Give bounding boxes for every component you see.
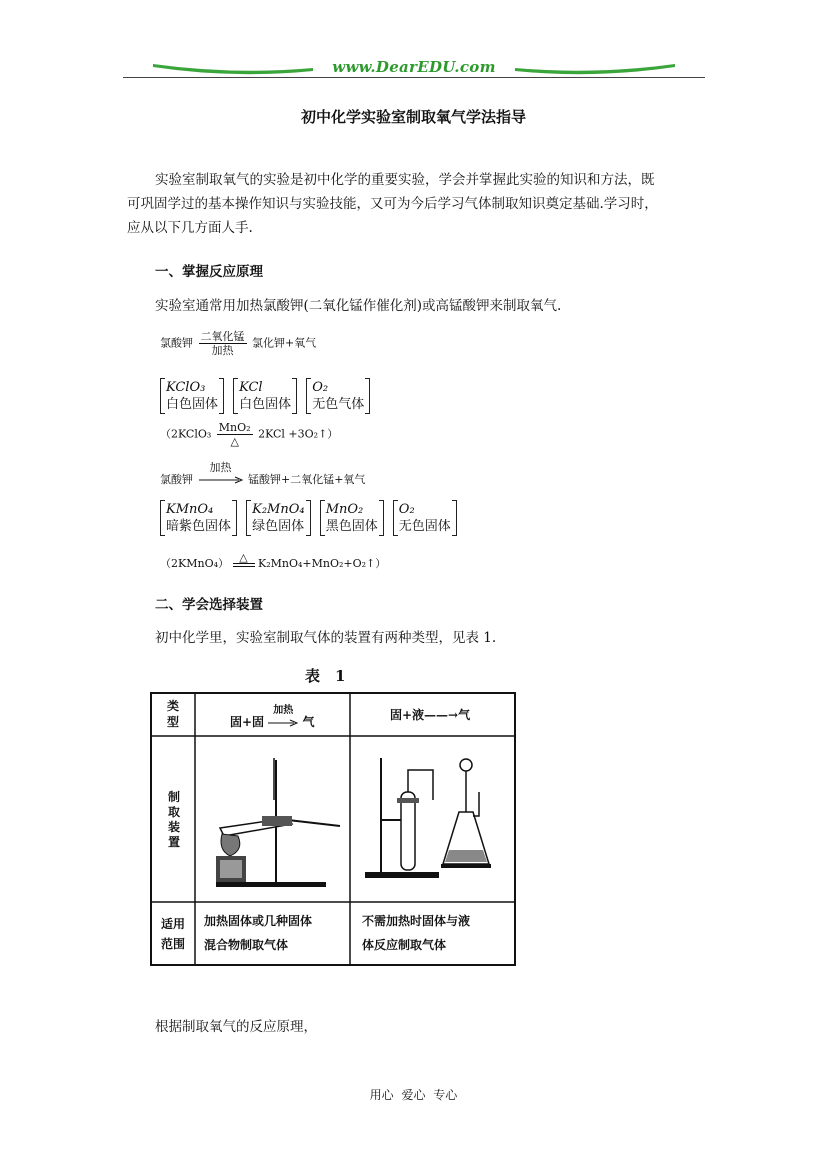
reactant: 氯酸钾 (160, 473, 193, 486)
scope-text: 加热固体或几种固体 (204, 914, 313, 928)
intro-line: 应从以下几方面人手. (127, 220, 253, 236)
header-rule (123, 77, 705, 78)
state-box: K₂MnO₄ 绿色固体 (246, 500, 310, 536)
state-box: O₂ 无色气体 (306, 378, 370, 414)
section-heading: 二、学会选择装置 (155, 597, 263, 613)
site-name[interactable]: www.DearEDU.com (332, 58, 496, 76)
state-box: KCl 白色固体 (233, 378, 297, 414)
state-box: KClO₃ 白色固体 (160, 378, 224, 414)
state-boxes-1 (160, 378, 374, 414)
product: 氯化钾+氧气 (252, 336, 317, 350)
section-text: 实验室通常用加热氯酸钾(二氧化锰作催化剂)或高锰酸钾来制取氧气. (155, 298, 562, 314)
scope-text: 体反应制取气体 (362, 938, 447, 952)
arrow-right-icon (268, 719, 298, 727)
section-text: 初中化学里，实验室制取气体的装置有两种类型，见表 1. (155, 630, 497, 646)
chemical-equation-1: （2KClO₃ $\frac{\text{MnO₂}}{\triangle}$ 2KCl +3O₂↑） (160, 421, 339, 448)
row-label-scope: 适用范围 (160, 917, 185, 951)
page-footer: 用心 爱心 专心 (369, 1088, 458, 1102)
state-box: KMnO₄ 暗紫色固体 (160, 500, 237, 536)
header-banner (123, 55, 705, 85)
heating-apparatus-illustration (200, 740, 350, 900)
reaction-arrow: 加热 (199, 462, 243, 487)
intro-line: 可巩固学过的基本操作知识与实验技能，又可为今后学习气体制取知识奠定基础.学习时， (127, 196, 658, 212)
arrow-right-icon (199, 476, 243, 484)
type-solid-liquid: 固+液——→气 (390, 708, 471, 722)
intro-paragraph (127, 168, 707, 240)
reaction-condition: △ (233, 552, 255, 571)
state-box: MnO₂ 黑色固体 (320, 500, 384, 536)
scope-text: 混合物制取气体 (204, 938, 289, 952)
chemical-equation-2: （2KMnO₄） △ K₂MnO₄+MnO₂+O₂↑） (160, 551, 387, 570)
type-solid-solid: 固+固 加热 气 (230, 705, 315, 729)
row-label-device: 制取装置 (168, 790, 181, 849)
table-caption: 表 1 (305, 667, 346, 685)
intro-line: 实验室制取氧气的实验是初中化学的重要实验，学会并掌握此实验的知识和方法，既 (155, 172, 655, 188)
section-heading: 一、掌握反应原理 (155, 264, 263, 280)
section-text: 根据制取氧气的反应原理， (155, 1019, 317, 1035)
page-title: 初中化学实验室制取氧气学法指导 (300, 108, 526, 126)
reactant: 氯酸钾 (160, 336, 193, 350)
scope-text: 不需加热时固体与液 (362, 914, 471, 928)
reaction-word-eq-2 (160, 462, 365, 487)
state-box: O₂ 无色固体 (393, 500, 457, 536)
reaction-condition: $\frac{\text{MnO₂}}{\triangle}$ (218, 421, 251, 448)
solid-liquid-apparatus-illustration (353, 740, 513, 900)
state-boxes-2 (160, 500, 461, 536)
product: 锰酸钾+二氧化锰+氧气 (248, 473, 366, 486)
row-label-type: 类型 (166, 699, 179, 729)
reaction-condition: $\frac{\text{二氧化锰}}{\text{加热}}$ (200, 330, 245, 357)
apparatus-table (150, 692, 516, 966)
reaction-word-eq-1 (160, 330, 316, 357)
